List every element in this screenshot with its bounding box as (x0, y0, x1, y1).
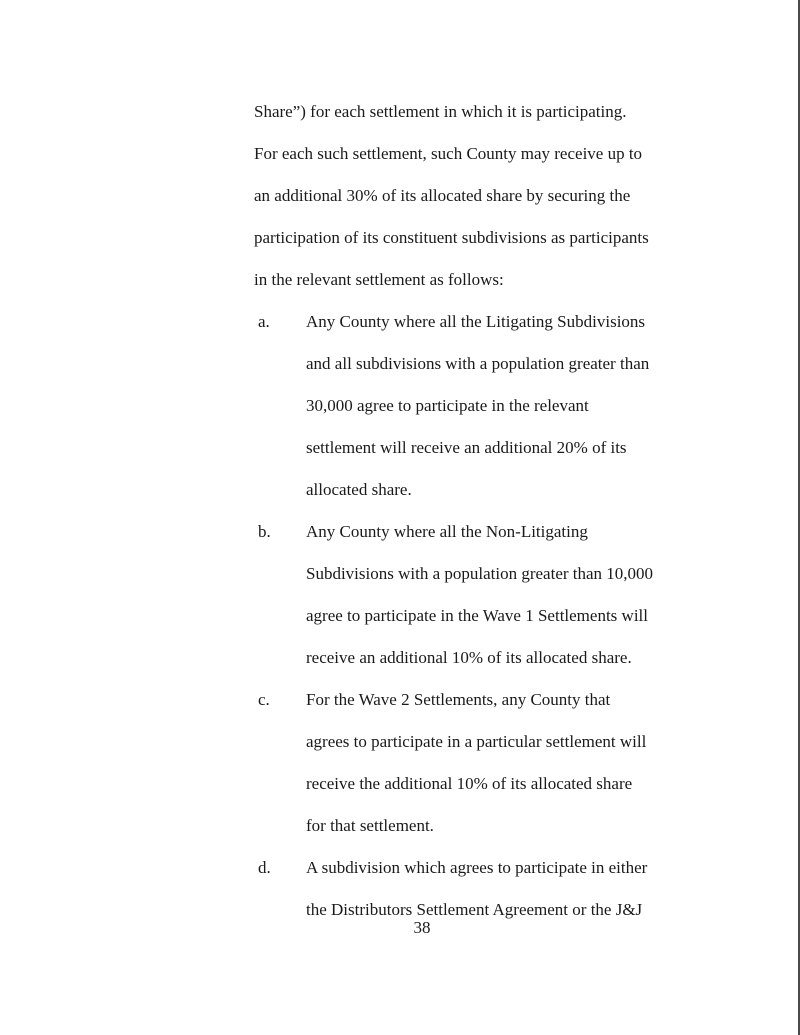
list-line: For the Wave 2 Settlements, any County that (306, 690, 611, 709)
paragraph-line: For each such settlement, such County may receive up to (254, 144, 643, 163)
list-item-c (258, 679, 698, 847)
enumerated-list (258, 301, 698, 931)
list-line: allocated share. (306, 480, 412, 499)
paragraph-line: an additional 30% of its allocated share by securing the (254, 186, 631, 205)
list-marker: a. (258, 312, 270, 331)
list-line: settlement will receive an additional 20% of its (306, 438, 627, 457)
list-line: for that settlement. (306, 816, 434, 835)
list-line: Any County where all the Non-Litigating (306, 522, 588, 541)
list-line: receive an additional 10% of its allocated share. (306, 648, 632, 667)
list-line: A subdivision which agrees to participate in either (306, 858, 648, 877)
list-line: and all subdivisions with a population greater than (306, 354, 650, 373)
list-line: agree to participate in the Wave 1 Settlements will (306, 606, 648, 625)
paragraph-line: Share”) for each settlement in which it is participating. (254, 102, 627, 121)
list-marker: d. (258, 858, 271, 877)
list-marker: c. (258, 690, 270, 709)
page-number: 38 (413, 918, 431, 937)
list-line: Subdivisions with a population greater than 10,000 (306, 564, 654, 583)
list-marker: b. (258, 522, 271, 541)
paragraph-line: in the relevant settlement as follows: (254, 270, 504, 289)
list-line: Any County where all the Litigating Subdivisions (306, 312, 646, 331)
list-line: agrees to participate in a particular settlement will (306, 732, 647, 751)
list-item-a (258, 301, 698, 511)
paragraph-line: participation of its constituent subdivisions as participants (254, 228, 649, 247)
intro-paragraph (254, 91, 694, 301)
list-item-b (258, 511, 698, 679)
list-line: the Distributors Settlement Agreement or the J&J (306, 900, 643, 919)
list-line: 30,000 agree to participate in the relevant (306, 396, 589, 415)
list-line: receive the additional 10% of its allocated share (306, 774, 633, 793)
